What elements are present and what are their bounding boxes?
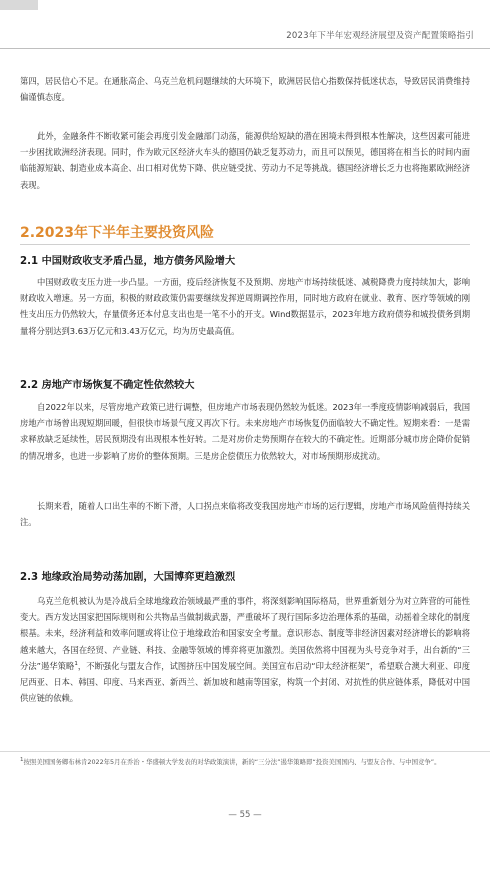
body-paragraph: 自2022年以来，尽管房地产政策已进行调整，但房地产市场表现仍然较为低迷。2023年一季度疫情影响减弱后，我国房地产市场曾出现短期回暖，但很快市场景气度又再次下行。未来房地产市场恢复仍面临较大不确定性。短期来看：一是需求释放缺乏延续性，居民预期没有出现根本性好转。二是对房价走势预期存在较大的不确定性。近期部分城市房企降价促销的情况增多，也进一步影响了房价的整体预期。三是房企偿债压力依然较大，对市场预期形成扰动。 [20, 402, 470, 461]
header-divider [0, 48, 490, 49]
header-accent-bar [0, 0, 38, 10]
body-paragraph [20, 593, 470, 706]
footnote-divider [0, 751, 490, 752]
body-paragraph: 长期来看，随着人口出生率的不断下滑，人口拐点来临将改变我国房地产市场的运行逻辑，房地产市场风险值得持续关注。 [20, 501, 470, 528]
footnote-reference: 1 [74, 661, 78, 668]
paragraph-text: ，不断强化与盟友合作，试图挤压中国发展空间。美国宣布启动“印太经济框架”，希望联合澳大利亚、印度尼西亚、日本、韩国、印度、马来西亚、新西兰、新加坡和越南等国家，构筑一个封闭、对抗性的供应链体系，降低对中国供应链的依赖。 [20, 660, 470, 704]
footnote-text: 按照美国国务卿布林肯2022年5月在乔治・华盛顿大学发表的对华政策演讲，新的“三分法”遏华策略即“投资美国国内、与盟友合作、与中国竞争”。 [23, 758, 441, 766]
subsection-heading: 2.3 地缘政治局势动荡加剧，大国博弈更趋激烈 [20, 572, 236, 583]
body-paragraph: 中国财政收支压力进一步凸显。一方面，疫后经济恢复不及预期、房地产市场持续低迷、减税降费力度持续加大，影响财政收入增速。另一方面，积极的财政政策仍需要继续发挥逆周期调控作用，同时地方政府在就业、教育、医疗等领域的刚性支出压力仍然较大，存量债务还本付息支出也是一笔不小的开支。Wind数据显示，2023年地方政府债券和城投债务到期量将分别达到3.63万亿元和3.43万亿元，均为历史最高值。 [20, 277, 470, 336]
section-divider [20, 244, 470, 245]
subsection-heading: 2.1 中国财政收支矛盾凸显，地方债务风险增大 [20, 256, 236, 267]
page-number: — 55 — [228, 810, 262, 820]
footnote-mark: 1 [20, 756, 24, 763]
footnote [20, 757, 470, 768]
paragraph-text: 乌克兰危机被认为是冷战后全球地缘政治领域最严重的事件，将深刻影响国际格局，世界重新划分为对立阵营的可能性变大。西方发达国家把国际规则和公共物品当做制裁武器，严重破坏了现行国际多边治理体系的基础，动摇着全球化的制度根基。未来，经济利益和效率问题或将让位于地缘政治和国家安全考量。意识形态、制度等非经济因素对经济增长的影响将越来越大，各国在经贸、产业链、科技、金融等领域的博弈将更加激烈。美国依然将中国视为头号竞争对手，出台新的“三分法”遏华策略 [20, 596, 470, 671]
section-heading: 2.2023年下半年主要投资风险 [20, 225, 215, 241]
running-header: 2023年下半年宏观经济展望及资产配置策略指引 [286, 31, 474, 41]
body-paragraph: 第四，居民信心不足。在通胀高企、乌克兰危机问题继续的大环境下，欧洲居民信心指数保持低迷状态，导致居民消费维持偏谨慎态度。 [20, 76, 470, 103]
subsection-heading: 2.2 房地产市场恢复不确定性依然较大 [20, 380, 195, 391]
body-paragraph: 此外，金融条件不断收紧可能会再度引发金融部门动荡，能源供给短缺的潜在困境未得到根本性解决，这些因素可能进一步困扰欧洲经济表现。同时，作为欧元区经济火车头的德国仍缺乏复苏动力，而且可以预见，德国将在相当长的时间内面临能源短缺、制造业成本高企、出口相对优势下降、供应链受扰、劳动力不足等挑战。德国经济增长乏力也将拖累欧洲经济表现。 [20, 131, 470, 190]
